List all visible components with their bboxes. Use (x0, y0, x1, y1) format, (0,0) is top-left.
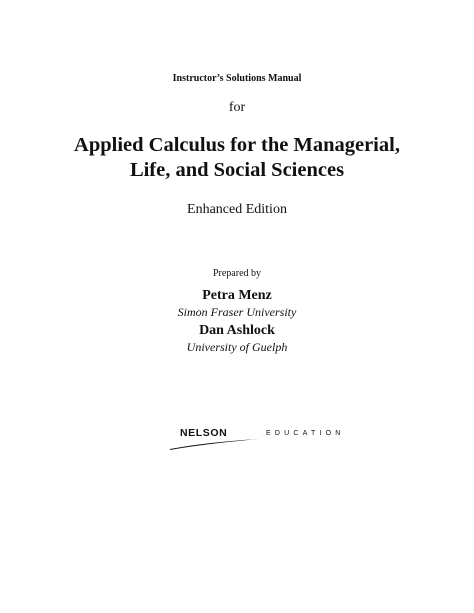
book-title-line-1: Applied Calculus for the Managerial, (74, 134, 400, 156)
book-title (0, 133, 474, 183)
publisher-division: EDUCATION (266, 430, 345, 437)
book-title-line-2: Life, and Social Sciences (129, 159, 345, 181)
author-affiliation-1: Simon Fraser University (177, 305, 297, 319)
publisher-name: NELSON (180, 427, 228, 439)
author-name-2: Dan Ashlock (199, 323, 275, 338)
manual-label: Instructor’s Solutions Manual (172, 73, 302, 84)
for-label: for (228, 100, 246, 115)
author-affiliation-2: University of Guelph (186, 340, 288, 354)
author-name-1: Petra Menz (202, 288, 272, 303)
edition-label: Enhanced Edition (187, 202, 287, 217)
prepared-by-label: Prepared by (212, 268, 262, 279)
publisher-logo (166, 422, 358, 452)
